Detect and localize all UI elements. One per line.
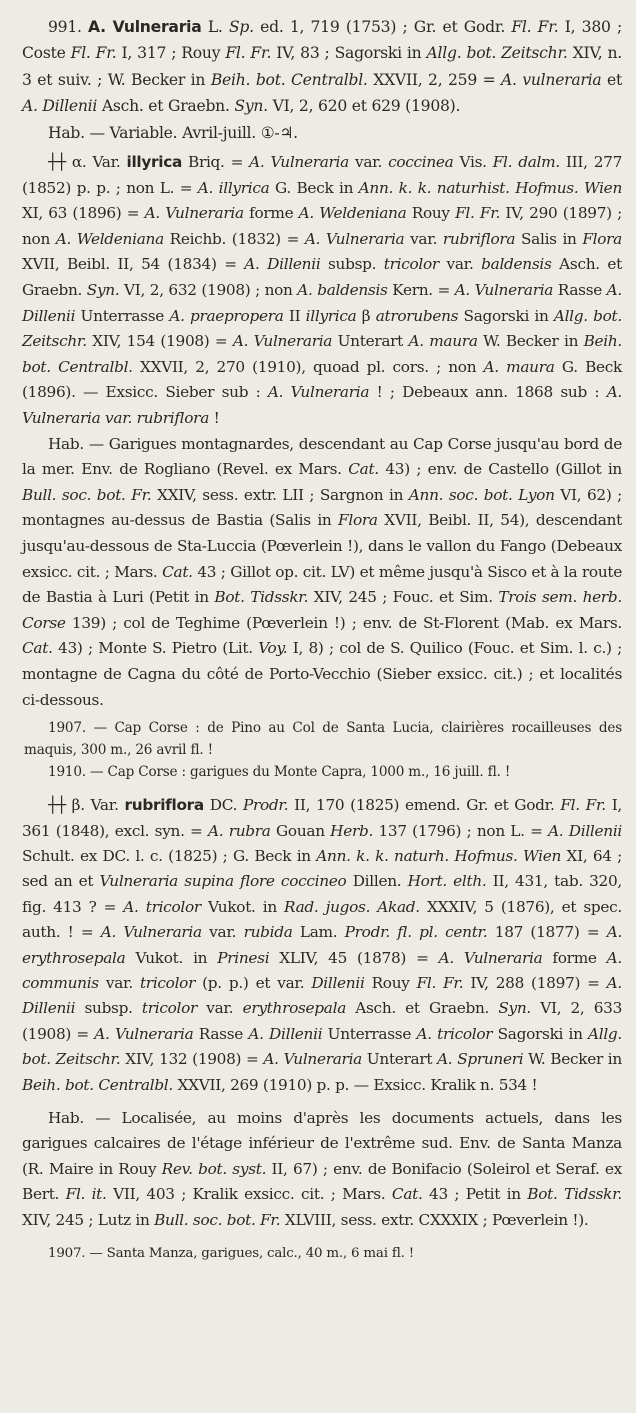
text-run: A. Dillenii <box>22 281 622 325</box>
text-run: Asch. et Graebn. <box>346 999 499 1018</box>
text-run: Vis. <box>453 153 493 172</box>
text-run: I, 8) ; col de S. Quilico (Fouc. et Sim. l. c.) ; montagne de Cagna du côté de Porto-Vecchio (Sieber exsicc. cit.) ; et localités ci-dessous. <box>22 639 622 709</box>
text-run: baldensis <box>481 255 552 274</box>
text-run: Fl. Fr. <box>225 44 272 63</box>
text-run: Ann. k. k. naturh. Hofmus. Wien <box>316 846 562 865</box>
text-run: Prodr. <box>243 796 289 815</box>
text-run: var. <box>348 153 389 172</box>
text-run: coccinea <box>388 153 454 172</box>
text-run: A. maura <box>408 332 478 351</box>
text-run: W. Becker in <box>477 332 584 351</box>
text-run: Hab. — Garigues montagnardes, descendant au Cap Corse jusqu'au bord de la mer. Env. de Rogliano (Revel. ex Mars. <box>22 434 622 479</box>
text-run: rubida <box>243 923 293 942</box>
text-run: atrorubens <box>375 306 459 325</box>
text-run: VI, 2, 633 (1908) = <box>22 999 623 1043</box>
text-run: 43 ; Gillot op. cit. LV) et même jusqu'à Sisco et à la route de Bastia à Luri (Petit in <box>22 562 622 607</box>
text-run: XXVII, 2, 270 (1910), quoad pl. cors. ; non <box>132 357 484 376</box>
text-run: Hab. — Localisée, au moins d'après les documents actuels, dans les garigues calcaires de l'étage inférieur de l'extrême sud. Env. de Santa Manza (R. Maire in Rouy <box>22 1108 622 1178</box>
text-run: 43 ; Petit in <box>422 1185 528 1204</box>
text-run: XVII, Beibl. II, 54 (1834) = <box>22 255 245 274</box>
text-run: Rev. bot. syst. <box>161 1159 267 1178</box>
text-run: ┼┼ β. Var. <box>48 796 125 815</box>
text-run: Ann. k. k. naturhist. Hofmus. Wien <box>358 178 622 197</box>
text-run: A. Vulneraria <box>304 229 405 248</box>
text-run: A. tricolor <box>123 897 201 916</box>
text-run: XLIV, 45 (1878) = <box>269 948 439 967</box>
text-run: G. Beck (1896). — Exsicc. Sieber sub : <box>22 357 622 402</box>
text-run: A. rubra <box>207 821 271 840</box>
text-run: Trois sem. herb. Corse <box>22 588 622 632</box>
text-run: 139) ; col de Teghime (Pœverlein !) ; env. de St-Florent (Mab. ex Mars. <box>65 613 622 632</box>
text-run: Dillen. <box>346 872 408 891</box>
text-run: G. Beck in <box>269 178 359 197</box>
text-run: Bull. soc. bot. Fr. <box>154 1210 281 1229</box>
text-run: tricolor <box>383 255 439 274</box>
text-run: Flora <box>582 229 622 248</box>
text-run: Prodr. fl. pl. centr. <box>344 923 488 942</box>
text-run: IV, 288 (1897) = <box>463 973 607 992</box>
text-run: XIV, n. 3 et suiv. ; W. Becker in <box>22 44 623 89</box>
text-run: Beih. bot. Centralbl. <box>210 70 368 89</box>
text-run: Briq. = <box>182 153 250 172</box>
entry-991-habitat: Hab. — Variable. Avril-juill. ①-♃. <box>48 123 298 142</box>
var-alpha-synonymy <box>22 150 622 432</box>
text-run: A. Spruneri <box>437 1050 524 1069</box>
text-run: VI, 2, 620 et 629 (1908). <box>267 97 461 116</box>
text-run: Kern. = <box>387 281 455 299</box>
text-run: XVII, Beibl. II, 54), descendant jusqu'au-dessous de Sta-Luccia (Pœverlein !), dans le vallon du Fango (Debeaux exsicc. cit. ; Mars. <box>22 511 622 581</box>
text-run: A. praepropera <box>169 306 284 325</box>
var-alpha-observation-1907: 1907. — Cap Corse : de Pino au Col de Santa Lucia, clairières rocailleuses des maquis, 300 m., 26 avril fl. ! <box>24 720 622 759</box>
text-run: Syn. <box>234 97 268 116</box>
text-run: et <box>601 70 623 89</box>
text-run: Syn. <box>86 281 120 299</box>
text-run: I, 317 ; Rouy <box>116 44 226 63</box>
text-run: 137 (1796) ; non L. = <box>373 821 549 840</box>
text-run: XIV, 245 ; Lutz in <box>22 1210 155 1229</box>
text-run: Prinesi <box>217 948 270 967</box>
text-run: Allg. bot. Zeitschr. <box>426 44 568 63</box>
text-run: Fl. dalm. <box>492 153 560 172</box>
text-run: VI, 62) ; montagnes au-dessus de Bastia (Salis in <box>22 485 622 530</box>
text-run: ┼┼ α. Var. <box>48 153 127 172</box>
text-run: forme <box>243 204 299 223</box>
text-run: Dillenii <box>311 973 365 992</box>
text-run: Cat. <box>348 460 379 479</box>
text-run: Beih. bot. Centralbl. <box>22 332 622 376</box>
text-run: forme <box>542 948 607 967</box>
text-run: A. Vulneraria <box>144 204 244 223</box>
text-run: A. Vulneraria <box>454 281 554 299</box>
text-run: II, 67) ; env. de Bonifacio (Soleirol et Seraf. ex Bert. <box>22 1159 622 1204</box>
text-run: Flora <box>338 511 378 530</box>
text-run: Hort. elth. <box>407 872 487 891</box>
text-run: XXXIV, 5 (1876), et spec. auth. ! = <box>22 897 622 942</box>
text-run: A. Weldeniana <box>298 204 407 223</box>
text-run: 43) ; Monte S. Pietro (Lit. <box>52 639 259 658</box>
text-run: Ann. soc. bot. Lyon <box>408 485 555 504</box>
text-run: Gouan <box>270 821 331 840</box>
text-run: A. Dillenii <box>22 973 622 1018</box>
text-run: Fl. Fr. <box>560 796 606 815</box>
text-run: Salis in <box>515 229 583 248</box>
text-run: II, 170 (1825) emend. Gr. et Godr. <box>288 796 561 815</box>
species-name: A. Vulneraria <box>88 18 202 36</box>
text-run: var. <box>438 255 482 274</box>
text-run: Sagorski in <box>492 1024 588 1043</box>
var-alpha-observation-1910: 1910. — Cap Corse : garigues du Monte Capra, 1000 m., 16 juill. fl. ! <box>48 764 511 781</box>
text-run: Reichb. (1832) = <box>163 229 305 248</box>
text-run: A. Vulneraria <box>438 948 543 967</box>
text-run: Fl. Fr. <box>511 18 559 36</box>
text-run: var. <box>197 999 243 1018</box>
text-run: IV, 290 (1897) ; non <box>22 204 623 248</box>
text-run: L. <box>201 18 229 36</box>
text-run: A. Vulneraria <box>249 153 349 172</box>
var-beta-observation-1907: 1907. — Santa Manza, garigues, calc., 40 m., 6 mai fl. ! <box>48 1246 414 1261</box>
text-run: (p. p.) et var. <box>195 973 312 992</box>
text-run: Rouy <box>364 973 417 992</box>
text-run: illyrica <box>126 153 182 172</box>
text-run: Fl. Fr. <box>416 973 464 992</box>
text-run: A. Dillenii <box>248 1024 323 1043</box>
var-beta-habitat <box>22 1106 622 1233</box>
text-run: Lam. <box>292 923 345 942</box>
text-run: XLVIII, sess. extr. CXXXIX ; Pœverlein !). <box>280 1210 589 1229</box>
text-run: XIV, 154 (1908) = <box>86 332 233 351</box>
text-run: A. tricolor <box>416 1024 493 1043</box>
text-run: Rasse <box>553 281 607 299</box>
text-run: XXIV, sess. extr. LII ; Sargnon in <box>151 485 409 504</box>
text-run: tricolor <box>139 973 196 992</box>
text-run: Unterrasse <box>322 1024 417 1043</box>
text-run: Asch. et Graebn. <box>22 255 622 299</box>
text-run: Allg. bot. Zeitschr. <box>22 1024 622 1069</box>
text-run: Bot. Tidsskr. <box>214 588 309 607</box>
text-run: Schult. ex DC. l. c. (1825) ; G. Beck in <box>22 846 317 865</box>
text-run: VI, 2, 632 (1908) ; non <box>119 281 298 299</box>
text-run: XXVII, 2, 259 = <box>367 70 502 89</box>
text-run: A. Vulneraria <box>267 383 370 402</box>
text-run: tricolor <box>141 999 198 1018</box>
text-run: XIV, 245 ; Fouc. et Sim. <box>308 588 499 607</box>
text-run: Sagorski in <box>458 306 554 325</box>
text-run: A. communis <box>22 948 622 992</box>
text-run: ed. 1, 719 (1753) ; Gr. et Godr. <box>253 18 512 36</box>
text-run: Syn. <box>498 999 531 1018</box>
text-run: A. vulneraria <box>501 70 602 89</box>
text-run: 187 (1877) = <box>487 923 607 942</box>
text-run: Cat. <box>391 1185 423 1204</box>
var-beta-synonymy <box>22 793 622 1098</box>
text-run: 43) ; env. de Castello (Gillot in <box>378 460 622 479</box>
text-run: II, 431, tab. 320, fig. 413 ? = <box>22 872 622 916</box>
text-run: A. Dillenii <box>548 821 623 840</box>
text-run: A. Vulneraria <box>100 923 202 942</box>
text-run: I, 380 ; Coste <box>22 18 622 63</box>
text-run: XXVII, 269 (1910) p. p. — Exsicc. Kralik n. 534 ! <box>172 1075 538 1094</box>
text-run: Bot. Tidsskr. <box>527 1185 622 1204</box>
text-run: illyrica <box>305 306 357 325</box>
text-run: W. Becker in <box>523 1050 622 1069</box>
text-run: Cat. <box>162 562 193 581</box>
text-run: A. Vulneraria <box>232 332 333 351</box>
text-run: XIV, 132 (1908) = <box>120 1050 264 1069</box>
text-run: A. Dillenii <box>22 97 98 116</box>
text-run: XI, 63 (1896) = <box>22 204 145 223</box>
text-run: Fl. it. <box>65 1185 107 1204</box>
text-run: erythrosepala <box>242 999 347 1018</box>
var-alpha-habitat <box>22 432 622 714</box>
text-run: rubriflora <box>124 796 204 815</box>
text-run: A. baldensis <box>297 281 388 299</box>
text-run: var. <box>98 973 140 992</box>
text-run: DC. <box>203 796 243 815</box>
text-run: Cat. <box>22 639 53 658</box>
text-run: subsp. <box>75 999 142 1018</box>
text-run: IV, 83 ; Sagorski in <box>271 44 427 63</box>
text-run: rubriflora <box>442 229 516 248</box>
text-run: Allg. bot. Zeitschr. <box>22 306 622 351</box>
text-run: subsp. <box>320 255 384 274</box>
text-run: β <box>356 306 376 325</box>
entry-991-citation <box>22 14 622 120</box>
text-run: II <box>283 306 306 325</box>
text-run: Rad. jugos. Akad. <box>284 897 420 916</box>
text-run: Fl. Fr. <box>70 44 117 63</box>
text-run: III, 277 (1852) p. p. ; non L. = <box>22 153 623 197</box>
text-run: Sp. <box>228 18 254 36</box>
text-run: ! ; Debeaux ann. 1868 sub : <box>369 383 607 402</box>
text-run: Bull. soc. bot. Fr. <box>22 485 152 504</box>
text-run: Voy. <box>258 639 288 658</box>
entry-number: 991. <box>48 18 82 36</box>
text-run: Vukot. in <box>125 948 218 967</box>
text-run: A. Vulneraria <box>263 1050 362 1069</box>
text-run: A. Weldeniana <box>55 229 164 248</box>
text-run: A. Dillenii <box>244 255 321 274</box>
text-run: Unterrasse <box>75 306 170 325</box>
text-run: VII, 403 ; Kralik exsicc. cit. ; Mars. <box>106 1185 392 1204</box>
text-run: A. Vulneraria var. rubriflora <box>22 383 622 427</box>
text-run: Rouy <box>406 204 456 223</box>
text-run: XI, 64 ; sed an et <box>22 846 622 891</box>
text-run: A. erythrosepala <box>22 923 623 967</box>
text-run: Herb. <box>330 821 374 840</box>
text-run: A. illyrica <box>197 178 270 197</box>
text-run: A. maura <box>483 357 555 376</box>
text-run: Asch. et Graebn. <box>97 97 235 116</box>
text-run: ! <box>209 408 220 427</box>
text-run: Rasse <box>193 1024 249 1043</box>
text-run: var. <box>404 229 443 248</box>
text-run: Unterart <box>361 1050 438 1069</box>
text-run: I, 361 (1848), excl. syn. = <box>22 796 622 840</box>
text-run: Fl. Fr. <box>455 204 501 223</box>
text-run: Vukot. in <box>200 897 285 916</box>
text-run: A. Vulneraria <box>94 1024 194 1043</box>
text-run: Vulneraria supina flore coccineo <box>99 872 347 891</box>
text-run: Unterart <box>332 332 409 351</box>
text-run: var. <box>201 923 244 942</box>
text-run: Beih. bot. Centralbl. <box>22 1075 173 1094</box>
